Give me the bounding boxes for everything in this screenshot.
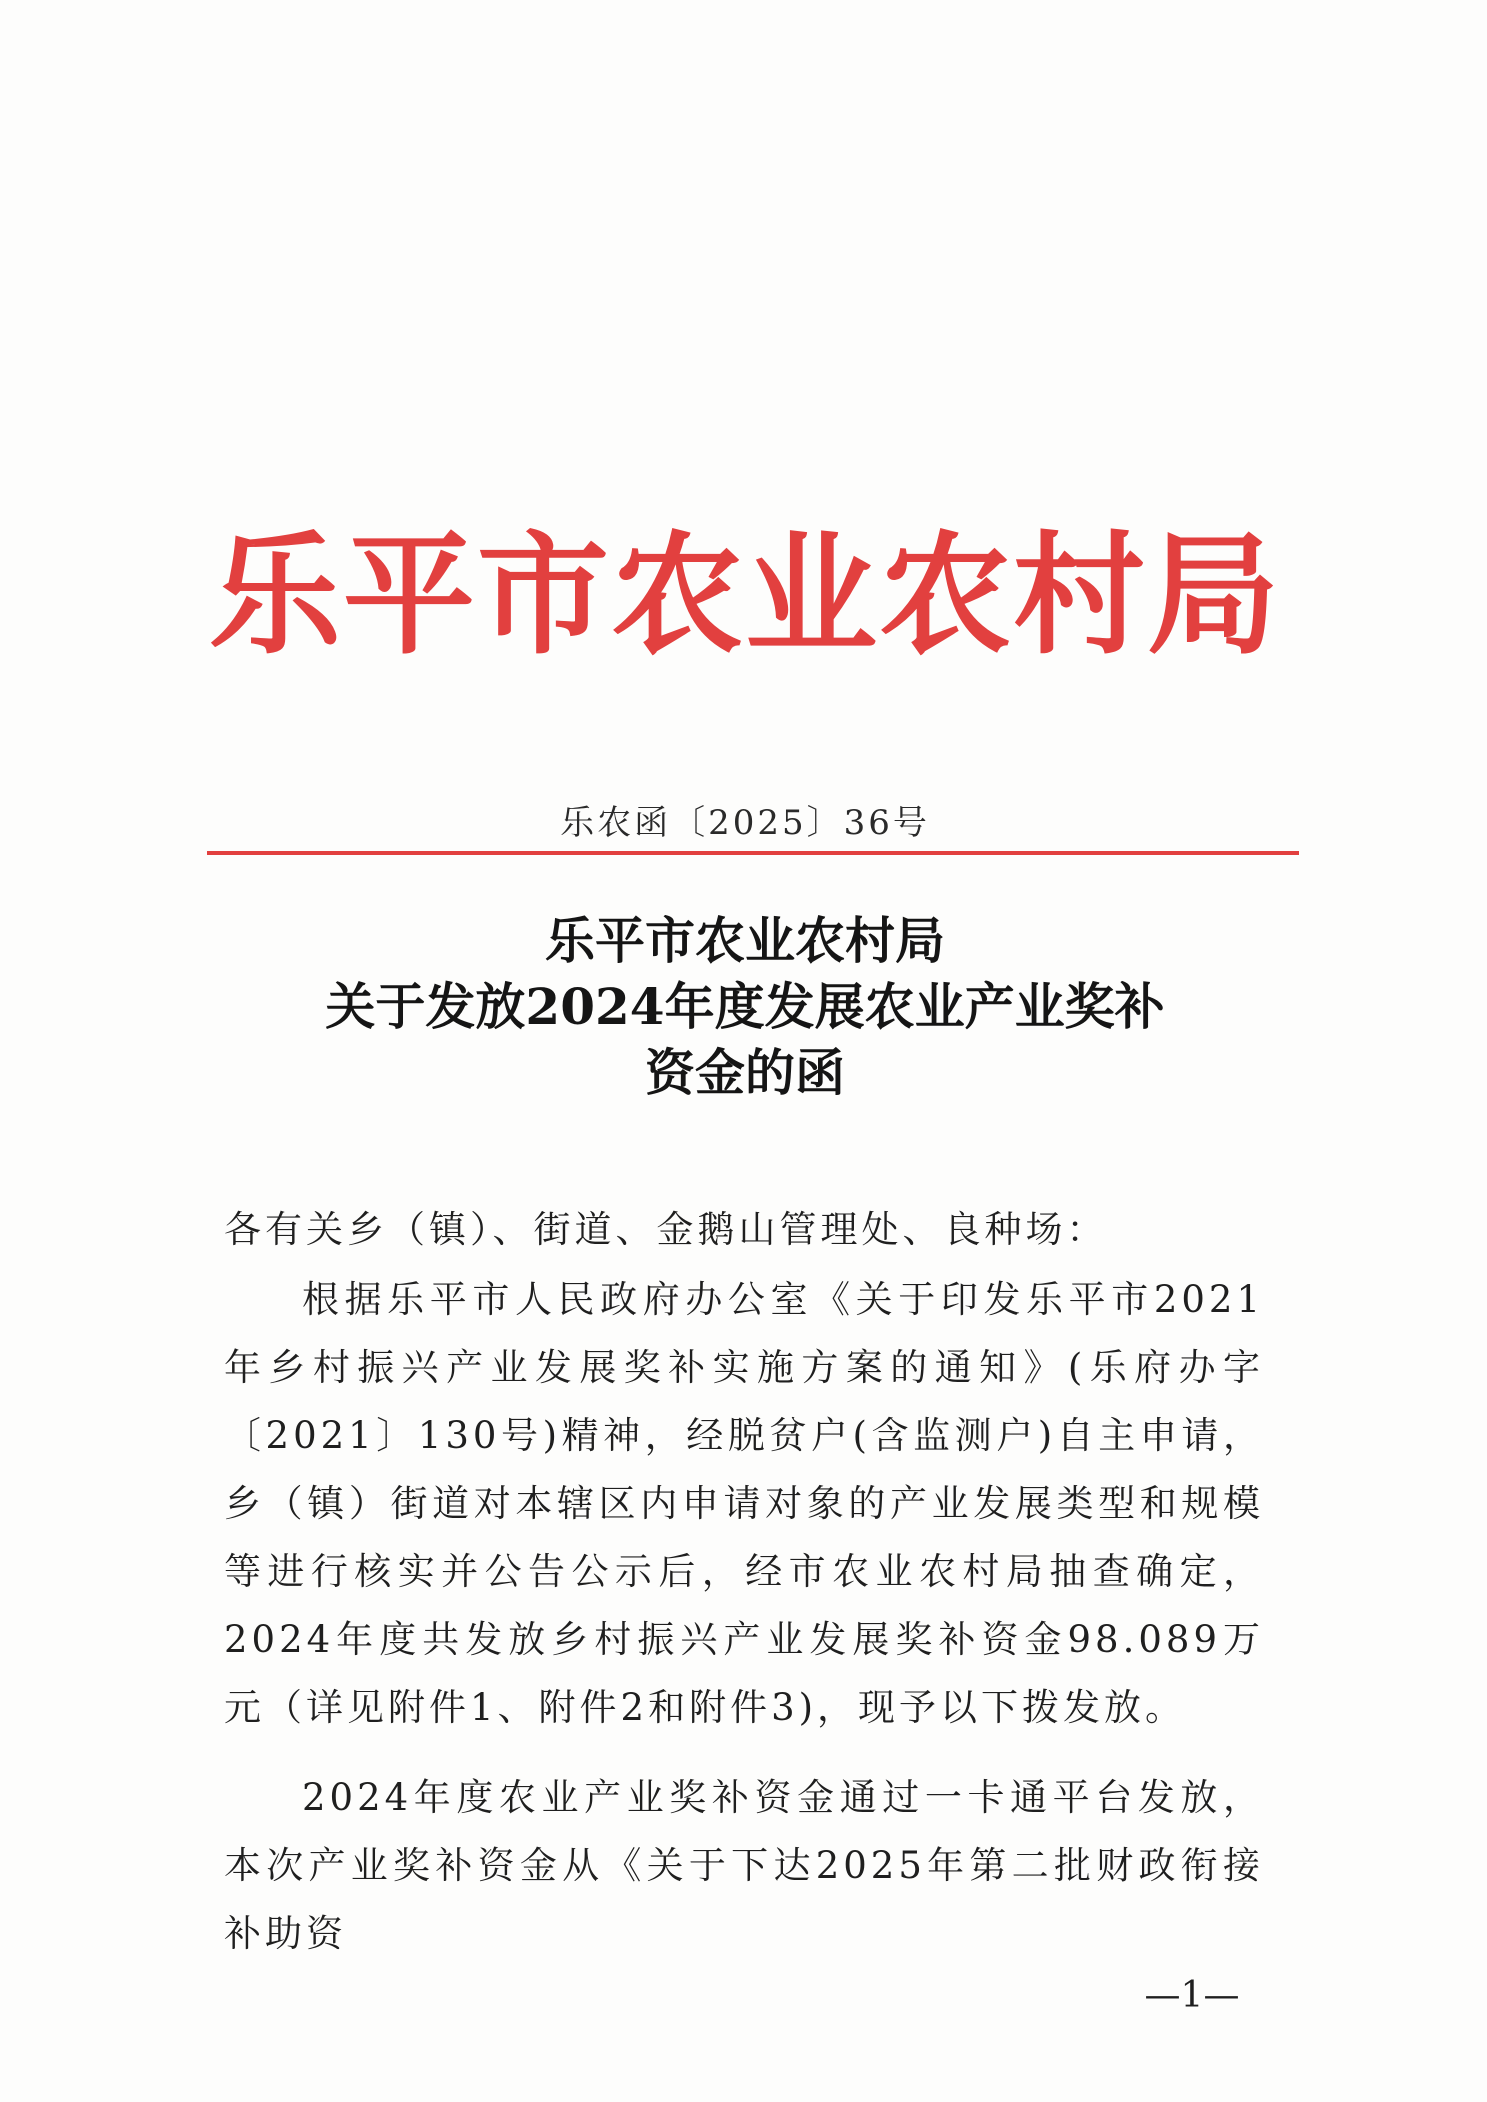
page-number: —1— bbox=[1144, 1975, 1240, 2016]
title-line-3: 资金的函 bbox=[645, 1043, 845, 1102]
body-paragraph-1: 根据乐平市人民政府办公室《关于印发乐平市2021年乡村振兴产业发展奖补实施方案的通知》(乐府办字〔2021〕130号)精神，经脱贫户(含监测户)自主申请，乡（镇）街道对本辖区内申请对象的产业发展类型和规模等进行核实并公告公示后，经市农业农村局抽查确定，2024年度共发放乡村振兴产业发展奖补资金98.089万元（详见附件1、附件2和附件3)，现予以下拨发放。 bbox=[224, 1278, 1264, 1729]
masthead-org-name: 乐平市农业农村局 bbox=[209, 519, 1281, 673]
document-title bbox=[200, 908, 1290, 1106]
salutation: 各有关乡（镇）、街道、金鹅山管理处、良种场： bbox=[224, 1208, 1108, 1251]
red-divider-rule bbox=[207, 851, 1299, 855]
body-paragraph-2: 2024年度农业产业奖补资金通过一卡通平台发放，本次产业奖补资金从《关于下达2025年第二批财政衔接补助资 bbox=[224, 1776, 1264, 1955]
title-line-2: 关于发放2024年度发展农业产业奖补 bbox=[325, 977, 1165, 1036]
document-number: 乐农函〔2025〕36号 bbox=[560, 803, 930, 843]
title-line-1: 乐平市农业农村局 bbox=[545, 911, 945, 970]
